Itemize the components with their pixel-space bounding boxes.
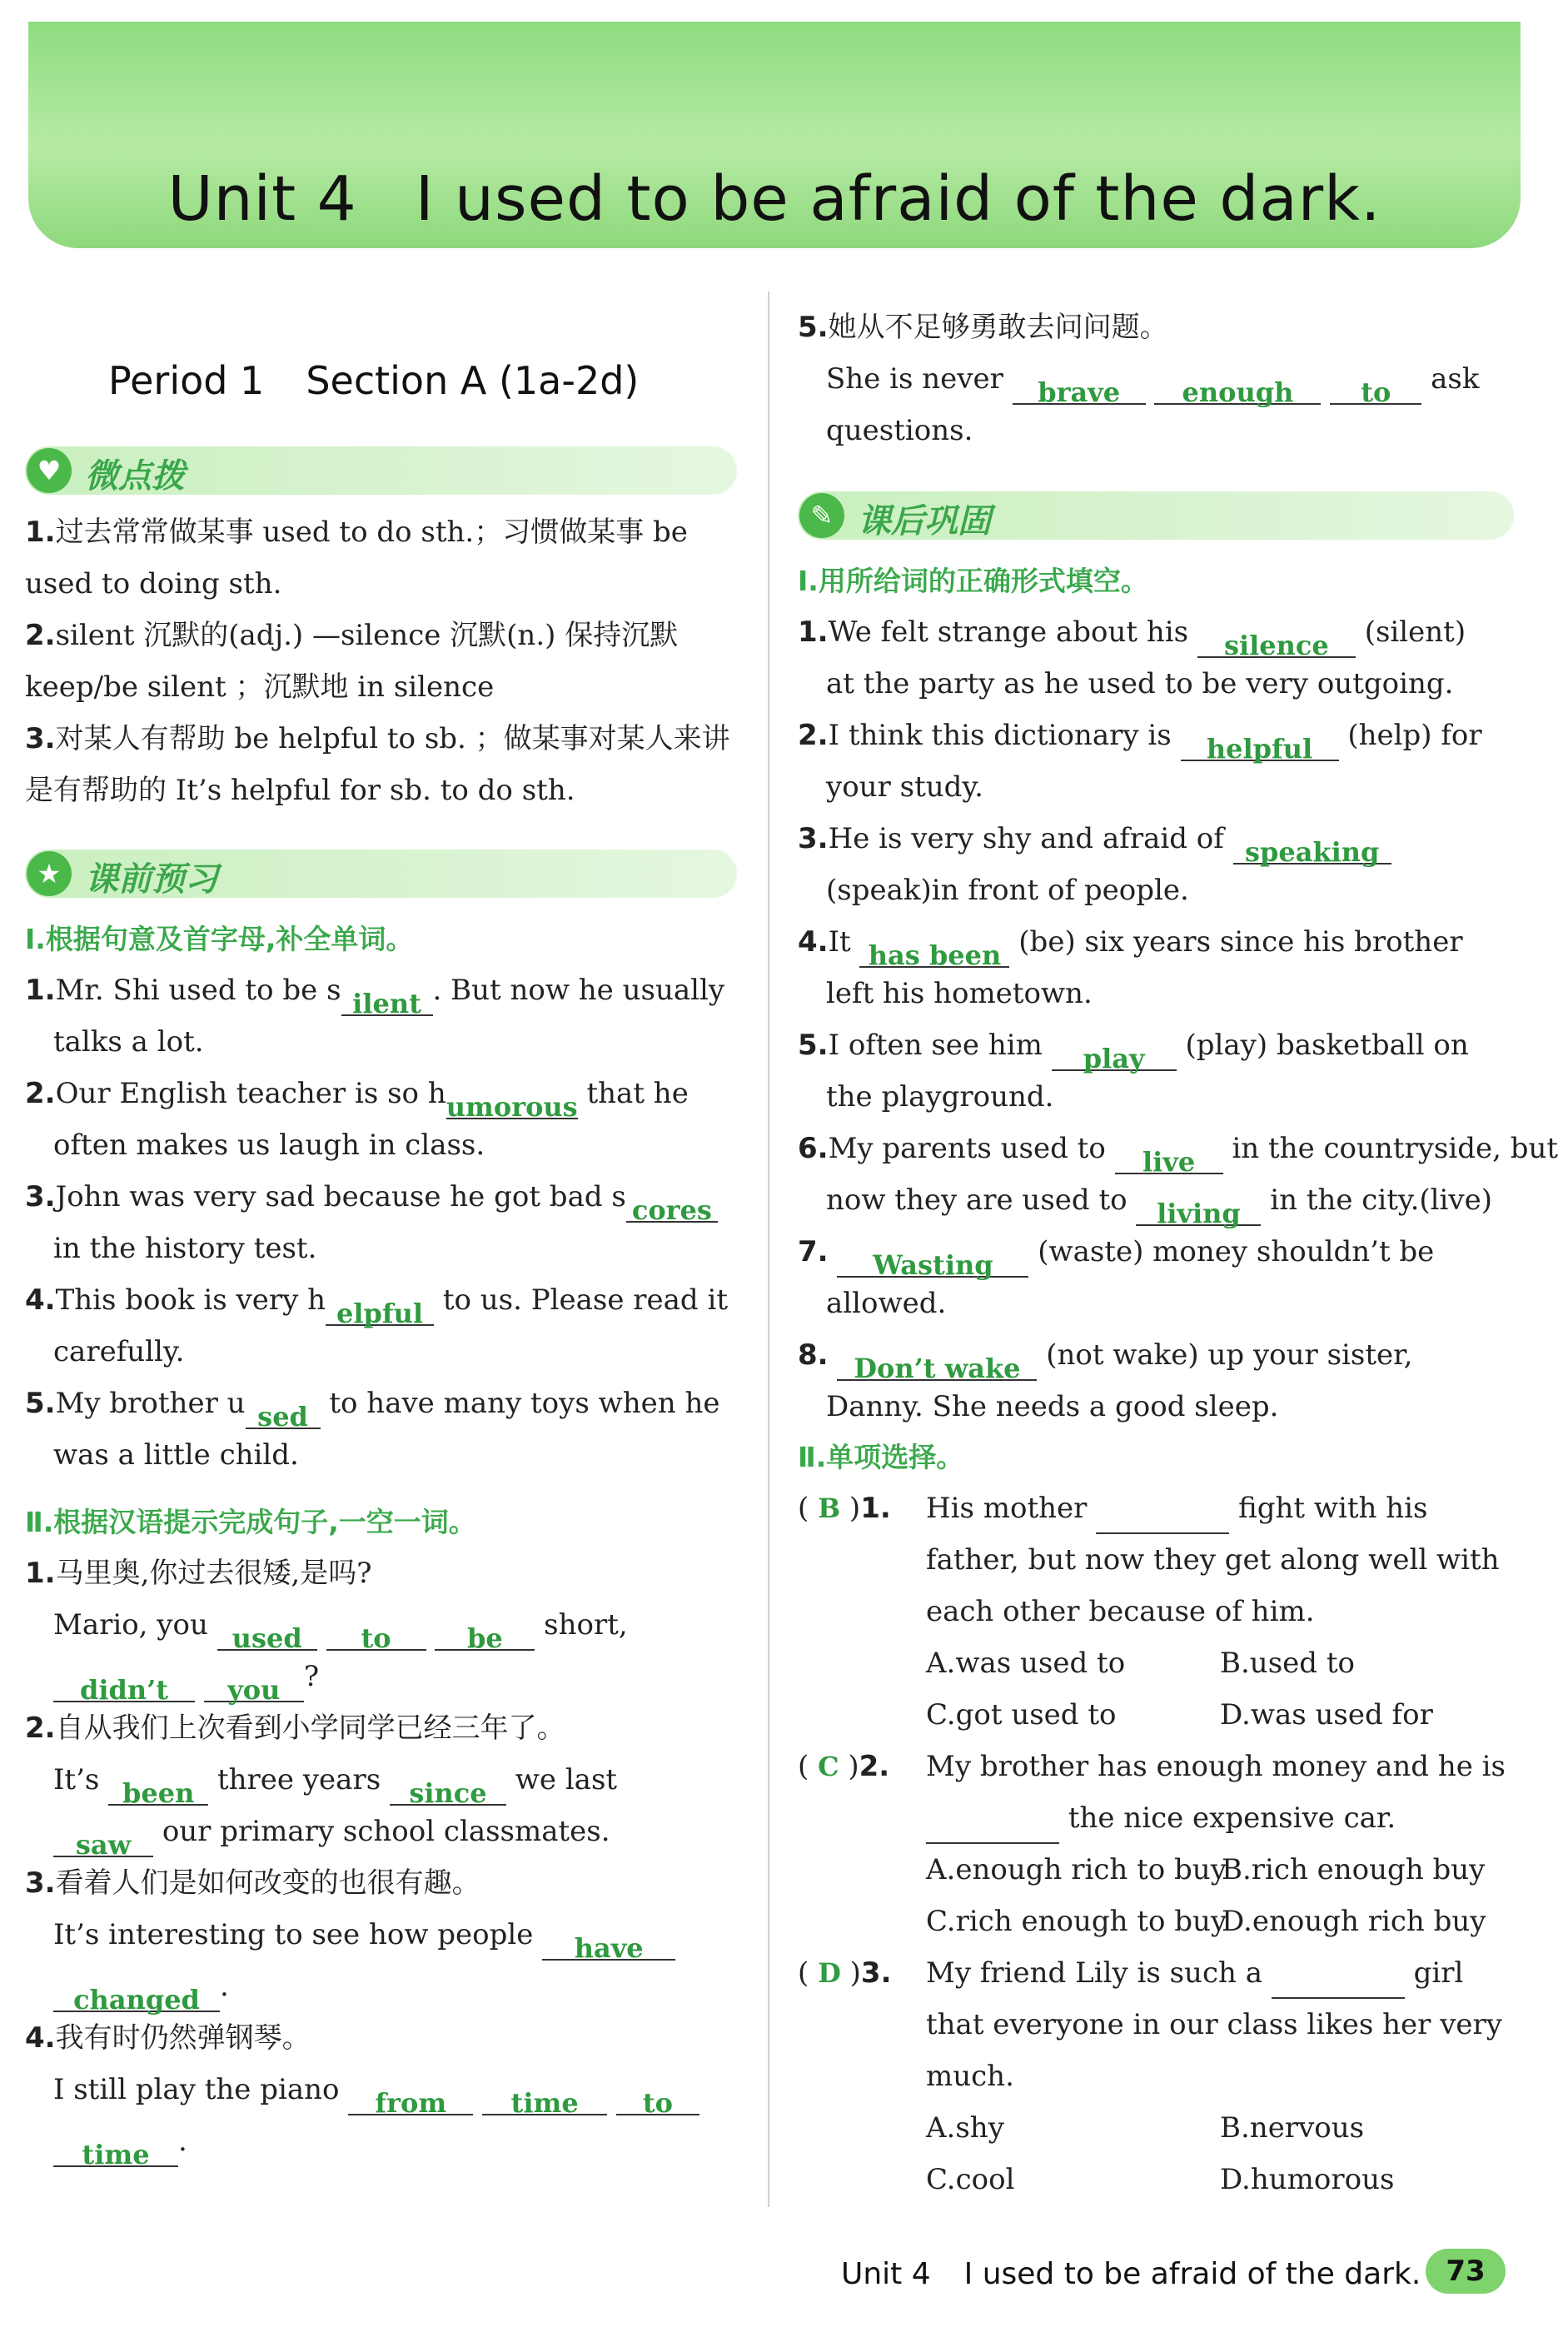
answer-blank: live <box>1115 1136 1223 1174</box>
list-item: 3.He is very shy and afraid of speaking (speak)in front of people. <box>798 813 1514 916</box>
answer-blank: umorous <box>446 1081 578 1119</box>
tips-list <box>25 506 737 816</box>
answer-blank: cores <box>626 1184 718 1223</box>
heart-icon: ♥ <box>27 448 72 493</box>
option: C.got used to <box>926 1698 1117 1732</box>
answer-blank: since <box>390 1767 506 1806</box>
left-column <box>25 283 737 2170</box>
answer-blank: speaking <box>1233 826 1391 865</box>
star-icon: ★ <box>27 851 72 896</box>
unit-title: Unit 4 I used to be afraid of the dark. <box>167 163 1381 235</box>
answer-blank: silence <box>1197 620 1356 658</box>
preview-header: ★ 课前预习 <box>25 850 737 898</box>
after-part1-title: Ⅰ.用所给词的正确形式填空。 <box>798 565 1148 597</box>
answer-blank: been <box>108 1767 208 1806</box>
answer-blank: used <box>217 1612 317 1651</box>
answer-blank: to <box>326 1612 426 1651</box>
right-column <box>798 301 1559 2205</box>
option: D.enough rich buy <box>1222 1905 1486 1938</box>
option: D.was used for <box>1220 1698 1433 1732</box>
list-item: 8. Don’t wake (not wake) up your sister, Danny. She needs a good sleep. <box>798 1338 1413 1423</box>
answer-blank: sed <box>246 1391 321 1429</box>
after-class-header: ✎ 课后巩固 <box>798 491 1514 540</box>
answer-blank: elpful <box>326 1288 434 1326</box>
list-item: 4.我有时仍然弹钢琴。 I still play the piano from time to time . <box>25 2012 737 2167</box>
column-divider <box>768 292 769 2207</box>
preview-part2-title: Ⅱ.根据汉语提示完成句子,一空一词。 <box>25 1506 476 1538</box>
list-item: 3.对某人有帮助 be helpful to sb. ；做某事对某人来讲是有帮助的 It’s helpful for sb. to do sth. <box>25 722 730 807</box>
period-heading: Period 1 Section A (1a-2d) <box>108 358 640 403</box>
preview-part1-title: Ⅰ.根据句意及首字母,补全单词。 <box>25 923 414 955</box>
answer-blank: brave <box>1013 366 1146 405</box>
preview-part2-list <box>25 1547 737 2170</box>
option: A.enough rich to buy <box>926 1853 1227 1886</box>
option: B.used to <box>1220 1647 1355 1680</box>
answer-blank: from <box>348 2077 473 2115</box>
list-item: 3.看着人们是如何改变的也很有趣。 It’s interesting to see how people have changed . <box>25 1857 737 2012</box>
answer-blank: to <box>616 2077 699 2115</box>
list-item: 2.silent 沉默的(adj.) —silence 沉默(n.) 保持沉默 keep/be silent ；沉默地 in silence <box>25 619 679 704</box>
answer-blank: changed <box>53 1974 220 2012</box>
answer-blank: saw <box>53 1819 153 1857</box>
option: D.humorous <box>1220 2163 1395 2196</box>
list-item: 1.We felt strange about his silence (silent) at the party as he used to be very outgoing. <box>798 615 1466 700</box>
answer-blank: time <box>53 2129 178 2167</box>
list-item: 4.It has been (be) six years since his brother left his hometown. <box>798 925 1463 1010</box>
answer-blank: Don’t wake <box>837 1343 1037 1381</box>
answer-key: D <box>818 1957 841 1989</box>
list-item: 1.Mr. Shi used to be s ilent . But now he usually talks a lot. <box>25 974 725 1059</box>
list-item: 1.马里奥,你过去很矮,是吗? Mario, you used to be short, didn’t you ? <box>25 1557 628 1706</box>
option: C.cool <box>926 2163 1015 2196</box>
list-item: ( C )2. My brother has enough money and he is the nice expensive car. A.enough rich to buy B.rich enough buy C.rich enough to buy D.enough rich buy <box>798 1741 1514 1947</box>
page-footer: Unit 4 I used to be afraid of the dark. <box>841 2257 1421 2291</box>
tips-header: ♥ 微点拨 <box>25 446 737 495</box>
unit-banner <box>28 22 1521 248</box>
list-item: 7. Wasting (waste) money shouldn’t be allowed. <box>798 1235 1435 1320</box>
answer-blank: didn’t <box>53 1664 195 1702</box>
answer-blank: helpful <box>1181 723 1339 761</box>
preview-part1-list <box>25 964 737 1481</box>
answer-blank: Wasting <box>837 1239 1028 1278</box>
answer-blank: have <box>542 1922 675 1961</box>
answer-blank: has been <box>859 929 1009 968</box>
option: A.was used to <box>926 1647 1126 1680</box>
option: C.rich enough to buy <box>926 1905 1227 1938</box>
list-item: 5.她从不足够勇敢去问问题。 She is never brave enough to ask questions. <box>798 311 1480 447</box>
list-item: 4.This book is very h elpful to us. Please read it carefully. <box>25 1283 729 1368</box>
answer-blank: living <box>1136 1188 1261 1226</box>
list-item: 6.My parents used to live in the countryside, but now they are used to living in the city.(live) <box>798 1132 1559 1229</box>
answer-blank: to <box>1330 366 1421 405</box>
option: A.shy <box>926 2111 1004 2145</box>
answer-blank: ilent <box>341 978 433 1016</box>
list-item: 3.John was very sad because he got bad s cores in the history test. <box>25 1171 737 1274</box>
after-part1-list <box>798 606 1559 1433</box>
list-item: 2.Our English teacher is so humorous that he often makes us laugh in class. <box>25 1077 689 1162</box>
list-item: 5.My brother u sed to have many toys when he was a little child. <box>25 1387 720 1472</box>
after-part2-title: Ⅱ.单项选择。 <box>798 1441 964 1473</box>
pencil-icon: ✎ <box>799 493 844 538</box>
answer-blank: play <box>1052 1033 1177 1071</box>
answer-blank: be <box>435 1612 535 1651</box>
option: B.rich enough buy <box>1222 1853 1486 1886</box>
answer-blank: enough <box>1154 366 1321 405</box>
option: B.nervous <box>1220 2111 1365 2145</box>
list-item: 5.I often see him play (play) basketball on the playground. <box>798 1029 1469 1114</box>
after-part2-list <box>798 1482 1514 2205</box>
list-item: 1.过去常常做某事 used to do sth.；习惯做某事 be used to doing sth. <box>25 516 688 600</box>
list-item: ( D )3. My friend Lily is such a girl that everyone in our class likes her very much. A.shy B.nervous C.cool D.humorous <box>798 1947 1514 2205</box>
answer-blank: you <box>204 1664 304 1702</box>
answer-blank: time <box>482 2077 607 2115</box>
list-item: 2.自从我们上次看到小学同学已经三年了。 It’s been three years since we last saw our primary school classmates. <box>25 1712 618 1861</box>
answer-key: C <box>818 1751 839 1782</box>
list-item: 2.I think this dictionary is helpful (help) for your study. <box>798 719 1482 804</box>
list-item: ( B )1. His mother fight with his father, but now they get along well with each other because of him. A.was used to B.used to C.got used to D.was used for <box>798 1482 1514 1741</box>
answer-key: B <box>818 1492 841 1524</box>
page-number: 73 <box>1426 2249 1506 2294</box>
